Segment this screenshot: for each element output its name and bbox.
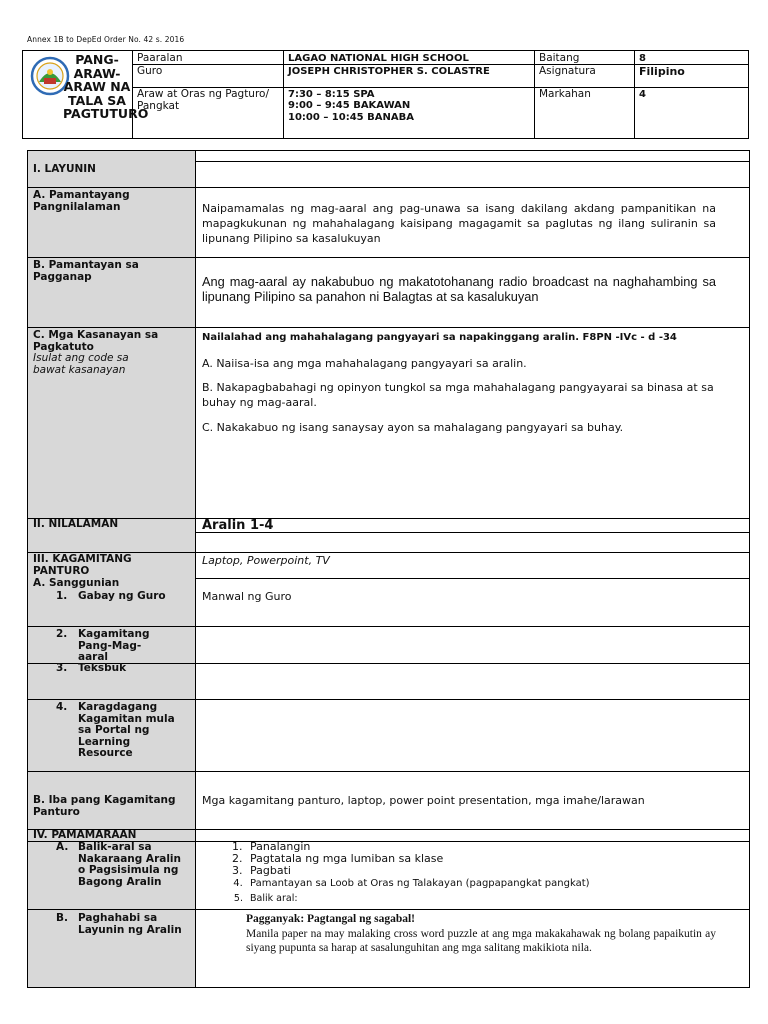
markahan-value: 4: [639, 89, 646, 100]
kasanayan-c: C. Nakakabuo ng isang sanaysay ayon sa mahalagang pangyayari sa buhay.: [202, 421, 624, 434]
pagganap-text: Ang mag-aaral ay nakabubuo ng makatotohanang radio broadcast na naghahambing sa lipunang Pilipino sa panahon ni Balagtas at sa kasalukuyan: [202, 274, 716, 304]
document-title: PANG-ARAW-ARAW NA TALA SA PAGTUTURO: [63, 52, 149, 121]
pangmag-label: [56, 629, 163, 664]
annex-reference: Annex 1B to DepEd Order No. 42 s. 2016: [27, 35, 185, 44]
nilalaman-text: Aralin 1-4: [202, 518, 274, 533]
baitang-value: 8: [639, 53, 646, 64]
list-item: 1. Panalangin: [246, 841, 726, 853]
pagganap-label: B. Pamantayan sa Pagganap: [33, 259, 139, 283]
pamamaraan-label: IV. PAMAMARAAN: [33, 829, 137, 841]
markahan-label: Markahan: [539, 88, 591, 100]
kagamitang-label: III. KAGAMITANG PANTURO: [33, 553, 132, 577]
schedule-line: 9:00 – 9:45 BAKAWAN: [288, 100, 411, 112]
pangmag-label-text: Kagamitang Pang-Mag-aaral: [78, 628, 150, 663]
header-title-cell: [23, 51, 149, 138]
nilalaman-label: II. NILALAMAN: [33, 518, 119, 530]
gabay-text: Manwal ng Guro: [202, 590, 292, 603]
header-table: [22, 50, 749, 139]
balik-label: [56, 842, 188, 888]
schedule: [284, 87, 534, 125]
paghahabi-head: Pagganyak: Pagtangal ng sagabal!: [246, 913, 416, 925]
list-item: 2. Pagtatala ng mga lumiban sa klase: [246, 853, 726, 865]
asignatura-label: Asignatura: [539, 65, 596, 77]
karagdagan-label-text: Karagdagang Kagamitan mula sa Portal ng Learning Resource: [78, 701, 175, 759]
paghahabi-letter: B.: [56, 912, 68, 924]
kasanayan-a: A. Naiisa-isa ang mga mahahalagang pangyayari sa aralin.: [202, 357, 527, 370]
balik-list: [226, 841, 726, 905]
layunin-heading: I. LAYUNIN: [33, 163, 96, 175]
iba-label: B. Iba pang Kagamitang Panturo: [33, 794, 176, 818]
guro-value: JOSEPH CHRISTOPHER S. COLASTRE: [288, 66, 490, 77]
paghahabi-text: Manila paper na may malaking cross word puzzle at ang mga makakahawak ng bolang papaikutin ay siyang pupunta sa harap at sasalunguhitan ang mga salitang makikiota nila.: [246, 928, 716, 954]
baitang-label: Baitang: [539, 52, 580, 64]
lesson-plan-table: [27, 150, 750, 988]
pamantayang-label: A. Pamantayang Pangnilalaman: [33, 189, 130, 213]
karagdagan-number: 4.: [56, 701, 68, 713]
gabay-number: 1.: [56, 590, 68, 602]
paaralan-value: LAGAO NATIONAL HIGH SCHOOL: [288, 53, 469, 64]
balik-letter: A.: [56, 841, 69, 853]
pangmag-number: 2.: [56, 628, 68, 640]
kasanayan-label: C. Mga Kasanayan sa Pagkatuto: [33, 329, 159, 353]
guro-label: Guro: [137, 65, 163, 77]
list-item: 4. Pamantayan sa Loob at Oras ng Talakayan (pagpapangkat pangkat): [246, 878, 726, 890]
list-item: 3. Pagbati: [246, 865, 726, 877]
list-item: 5. Balik aral:: [246, 893, 726, 905]
balik-label-text: Balik-aral sa Nakaraang Aralin o Pagsisimula ng Bagong Aralin: [78, 841, 182, 888]
gabay-label-text: Gabay ng Guro: [78, 590, 166, 602]
kagamitang-text: Laptop, Powerpoint, TV: [202, 554, 330, 567]
teksbuk-label-text: Teksbuk: [78, 662, 127, 674]
kasanayan-note: Isulat ang code sa bawat kasanayan: [33, 352, 129, 376]
schedule-line: 10:00 – 10:45 BANABA: [288, 111, 414, 123]
paaralan-label: Paaralan: [137, 52, 183, 64]
paghahabi-label-text: Paghahabi sa Layunin ng Aralin: [78, 912, 182, 936]
asignatura-value: Filipino: [639, 65, 685, 78]
teksbuk-label: [56, 663, 190, 675]
paghahabi-label: [56, 913, 188, 936]
pamantayang-text: Naipamamalas ng mag-aaral ang pag-unawa sa isang dakilang akdang pampanitikan na mapagkukunan ng mahahalagang kaisipang magagamit sa paglutas ng ilang suliranin sa lipunang Pilipino sa kasalukuyan: [202, 202, 716, 245]
sanggunian-label: A. Sanggunian: [33, 577, 120, 589]
schedule-line: 7:30 – 8:15 SPA: [288, 89, 375, 100]
teksbuk-number: 3.: [56, 662, 68, 674]
iba-text: Mga kagamitang panturo, laptop, power point presentation, mga imahe/larawan: [202, 794, 645, 807]
karagdagan-label: [56, 702, 178, 760]
araw-label: Araw at Oras ng Pagturo/ Pangkat: [137, 88, 270, 112]
gabay-label: [56, 591, 190, 603]
kasanayan-b: B. Nakapagbabahagi ng opinyon tungkol sa mga mahahalagang pangyayarai sa binasa at sa buhay ng mag-aaral.: [202, 381, 714, 409]
kasanayan-head: Nailalahad ang mahahalagang pangyayari sa napakinggang aralin. F8PN -IVc - d -34: [202, 332, 677, 343]
